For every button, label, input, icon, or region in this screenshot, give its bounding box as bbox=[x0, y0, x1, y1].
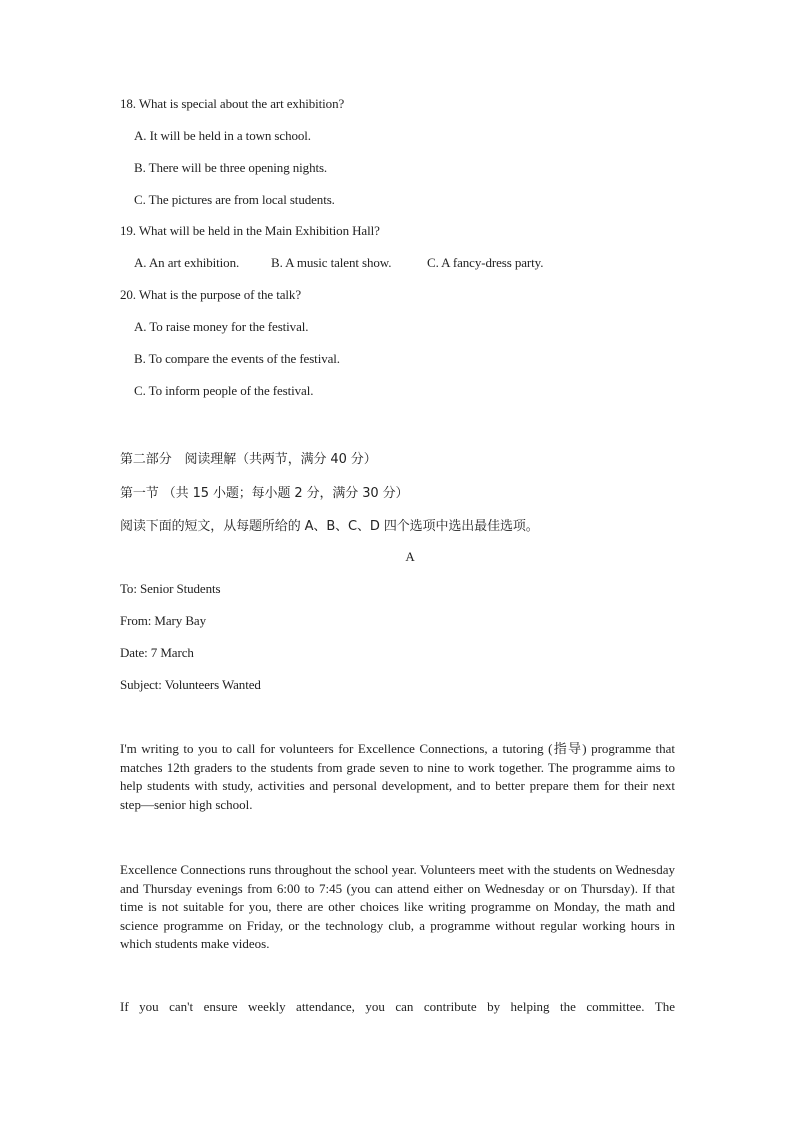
paragraph-1: I'm writing to you to call for volunteers for Excellence Connections, a tutoring (指导) programme that matches 12th graders to the students from grade seven to nine to work together. The programme aims to help students with study, activities and personal development, and to better prepare them for their next step—senior high school. bbox=[120, 741, 675, 812]
question-19-stem: 19. What will be held in the Main Exhibition Hall? bbox=[120, 223, 380, 238]
passage-label: A bbox=[405, 549, 415, 564]
question-19-option-c: C. A fancy-dress party. bbox=[427, 255, 544, 270]
memo-from: From: Mary Bay bbox=[120, 613, 206, 628]
question-20-option-c: C. To inform people of the festival. bbox=[134, 383, 314, 398]
part-two-title: 第二部分 阅读理解（共两节，满分 40 分） bbox=[120, 452, 377, 467]
paragraph-3: If you can't ensure weekly attendance, you can contribute by helping the committee. The bbox=[120, 999, 675, 1014]
question-20-option-a: A. To raise money for the festival. bbox=[134, 319, 309, 334]
question-19-option-a: A. An art exhibition. bbox=[134, 255, 240, 270]
memo-date: Date: 7 March bbox=[120, 645, 194, 660]
subsection-one-title: 第一节 （共 15 小题；每小题 2 分，满分 30 分） bbox=[120, 486, 409, 501]
question-18-stem: 18. What is special about the art exhibition? bbox=[120, 96, 345, 111]
question-18-option-c: C. The pictures are from local students. bbox=[134, 192, 335, 207]
question-20-stem: 20. What is the purpose of the talk? bbox=[120, 287, 302, 302]
question-19-option-b: B. A music talent show. bbox=[271, 255, 392, 270]
memo-to: To: Senior Students bbox=[120, 581, 221, 596]
question-18-option-b: B. There will be three opening nights. bbox=[134, 160, 328, 175]
paragraph-2: Excellence Connections runs throughout the school year. Volunteers meet with the students on Wednesday and Thursday evenings from 6:00 to 7:45 (you can attend either on Wednesday or on Thursday). If that time is not suitable for you, there are other choices like writing programme on Monday, the math and science programme on Friday, or the technology club, a programme without regular working hours in which students make videos. bbox=[120, 862, 675, 951]
memo-subject: Subject: Volunteers Wanted bbox=[120, 677, 261, 692]
reading-instruction: 阅读下面的短文，从每题所给的 A、B、C、D 四个选项中选出最佳选项。 bbox=[120, 519, 539, 534]
question-20-option-b: B. To compare the events of the festival. bbox=[134, 351, 340, 366]
question-18-option-a: A. It will be held in a town school. bbox=[134, 128, 311, 143]
